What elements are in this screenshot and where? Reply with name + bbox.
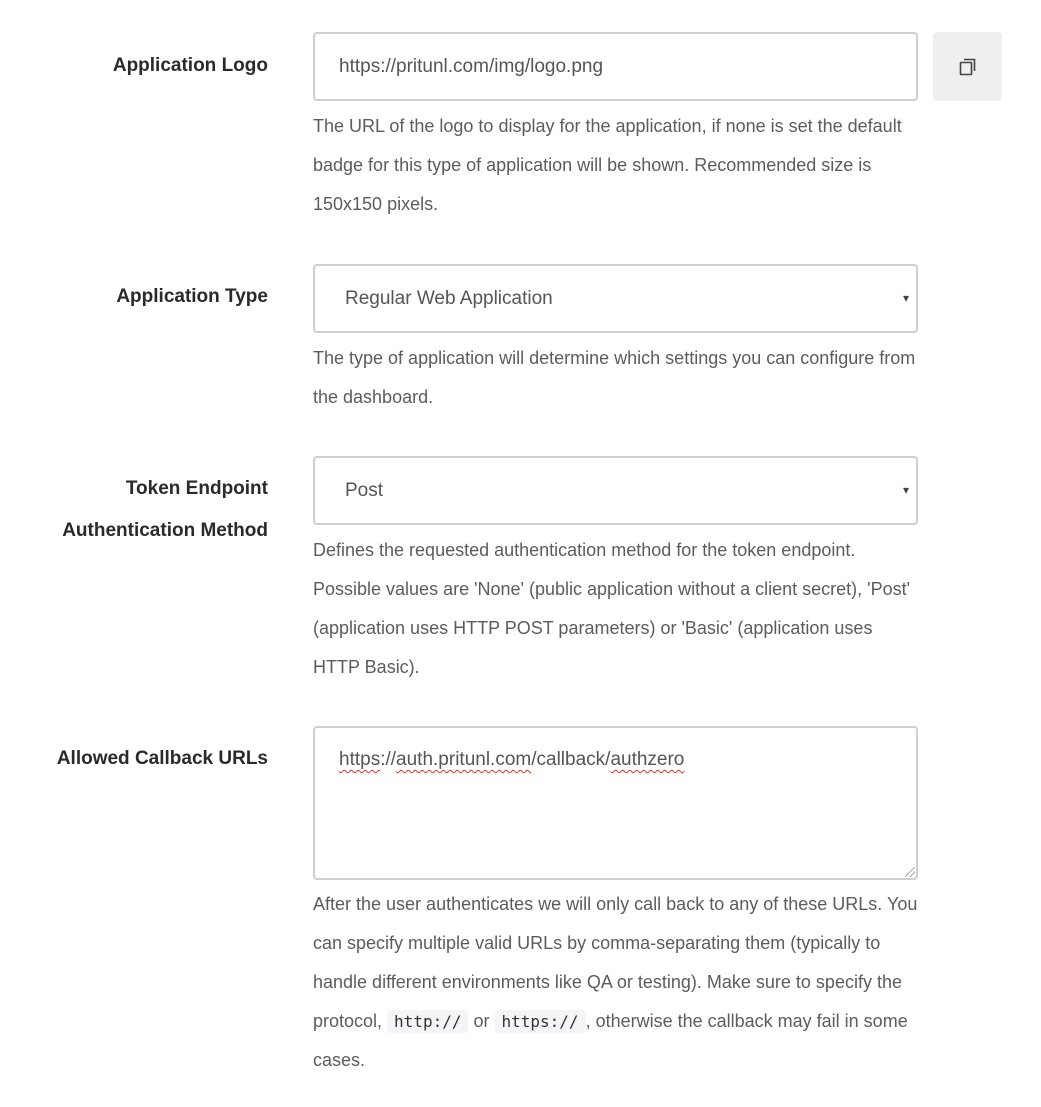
token-endpoint-auth-selected-value: Post (345, 480, 384, 501)
token-endpoint-auth-select[interactable] (313, 456, 918, 525)
allowed-callback-urls-help (313, 885, 918, 1080)
application-logo-help: The URL of the logo to display for the application, if none is set the default badge for this type of application will be shown. Recommended size is 150x150 pixels. (313, 116, 902, 214)
token-endpoint-auth-label-line2: Authentication Method (62, 520, 268, 541)
token-endpoint-auth-label-line1: Token Endpoint (125, 478, 268, 499)
callback-url-part: /callback/ (531, 749, 611, 770)
application-logo-label: Application Logo (112, 55, 268, 76)
application-type-label: Application Type (116, 286, 268, 307)
application-logo-control (313, 32, 918, 224)
token-endpoint-auth-help: Defines the requested authentication method for the token endpoint. Possible values are 'None' (public application without a client secret), 'Post' (application uses HTTP POST parameters) or 'Basic' (application uses HTTP Basic). (313, 540, 911, 677)
callback-url-part: :// (380, 749, 397, 770)
code-http: http:// (387, 1010, 468, 1033)
application-type-control (313, 264, 918, 417)
chevron-down-icon: ▾ (902, 483, 909, 497)
callback-url-part: authzero (610, 749, 685, 770)
code-https: https:// (495, 1010, 586, 1033)
token-endpoint-auth-label (0, 468, 268, 552)
allowed-callback-urls-textarea[interactable] (313, 726, 918, 880)
help-text-segment: After the user authenticates we will only call back to any of these URLs. You can specify multiple valid URLs by comma-separating them (typically to handle different environments like QA or testing). Make sure to specify the protocol, (313, 894, 918, 1031)
callback-url-part: auth.pritunl.com (396, 749, 532, 770)
copy-logo-url-button[interactable] (933, 32, 1002, 101)
callback-url-part: https (339, 749, 381, 770)
copy-icon (957, 56, 979, 78)
application-type-selected-value: Regular Web Application (345, 288, 553, 309)
application-type-select[interactable] (313, 264, 918, 333)
help-text-segment: or (468, 1011, 495, 1031)
application-logo-input[interactable] (313, 32, 918, 101)
allowed-callback-urls-control (313, 726, 918, 1080)
allowed-callback-urls-label: Allowed Callback URLs (56, 748, 268, 769)
resize-handle-icon[interactable] (905, 867, 915, 877)
application-type-help: The type of application will determine which settings you can configure from the dashboard. (313, 348, 916, 407)
chevron-down-icon: ▾ (902, 291, 909, 305)
help-text-segment: , otherwise the callback may fail in some cases. (313, 1011, 908, 1070)
token-endpoint-auth-control (313, 456, 918, 687)
